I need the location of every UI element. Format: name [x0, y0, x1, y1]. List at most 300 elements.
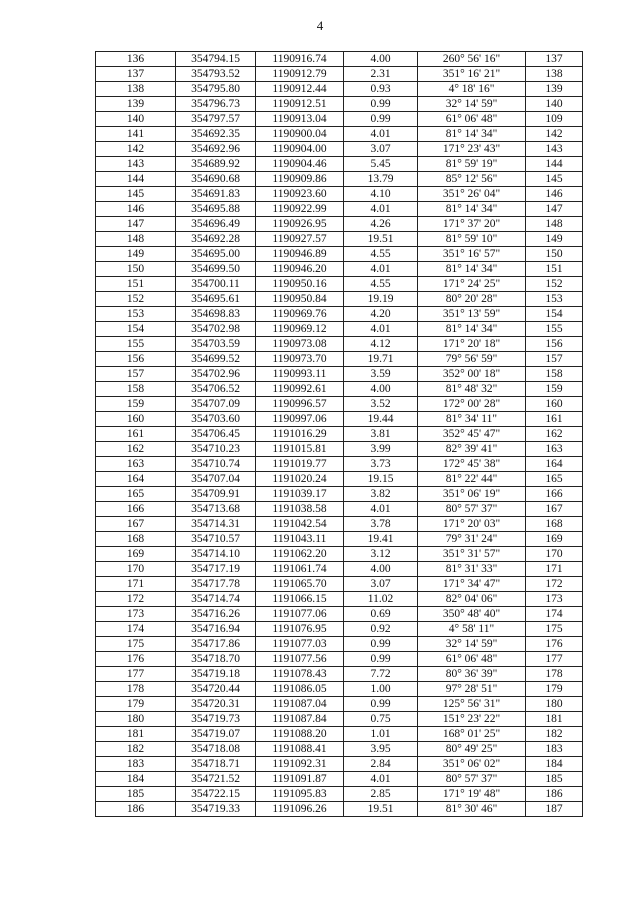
distance-cell: 7.72: [344, 667, 418, 682]
x-coordinate-cell: 354714.31: [176, 517, 256, 532]
distance-cell: 19.51: [344, 232, 418, 247]
next-point-cell: 179: [526, 682, 583, 697]
y-coordinate-cell: 1190916.74: [256, 52, 344, 67]
point-number-cell: 167: [96, 517, 176, 532]
distance-cell: 13.79: [344, 172, 418, 187]
x-coordinate-cell: 354699.50: [176, 262, 256, 277]
point-number-cell: 158: [96, 382, 176, 397]
y-coordinate-cell: 1191077.56: [256, 652, 344, 667]
distance-cell: 4.26: [344, 217, 418, 232]
next-point-cell: 162: [526, 427, 583, 442]
coordinates-table: [95, 51, 583, 817]
y-coordinate-cell: 1190946.20: [256, 262, 344, 277]
next-point-cell: 171: [526, 562, 583, 577]
next-point-cell: 166: [526, 487, 583, 502]
x-coordinate-cell: 354695.00: [176, 247, 256, 262]
table-row: [96, 292, 583, 307]
next-point-cell: 158: [526, 367, 583, 382]
y-coordinate-cell: 1190927.57: [256, 232, 344, 247]
bearing-cell: 171° 34' 47": [418, 577, 526, 592]
next-point-cell: 139: [526, 82, 583, 97]
distance-cell: 1.00: [344, 682, 418, 697]
point-number-cell: 140: [96, 112, 176, 127]
point-number-cell: 150: [96, 262, 176, 277]
bearing-cell: 351° 16' 57": [418, 247, 526, 262]
y-coordinate-cell: 1190950.84: [256, 292, 344, 307]
point-number-cell: 186: [96, 802, 176, 817]
y-coordinate-cell: 1191078.43: [256, 667, 344, 682]
bearing-cell: 151° 23' 22": [418, 712, 526, 727]
distance-cell: 1.01: [344, 727, 418, 742]
bearing-cell: 61° 06' 48": [418, 652, 526, 667]
next-point-cell: 145: [526, 172, 583, 187]
bearing-cell: 351° 26' 04": [418, 187, 526, 202]
bearing-cell: 79° 56' 59": [418, 352, 526, 367]
next-point-cell: 148: [526, 217, 583, 232]
y-coordinate-cell: 1190992.61: [256, 382, 344, 397]
distance-cell: 4.01: [344, 772, 418, 787]
y-coordinate-cell: 1191065.70: [256, 577, 344, 592]
x-coordinate-cell: 354692.35: [176, 127, 256, 142]
next-point-cell: 170: [526, 547, 583, 562]
point-number-cell: 164: [96, 472, 176, 487]
distance-cell: 4.55: [344, 277, 418, 292]
distance-cell: 19.15: [344, 472, 418, 487]
point-number-cell: 179: [96, 697, 176, 712]
y-coordinate-cell: 1190912.79: [256, 67, 344, 82]
point-number-cell: 160: [96, 412, 176, 427]
distance-cell: 2.31: [344, 67, 418, 82]
y-coordinate-cell: 1190909.86: [256, 172, 344, 187]
next-point-cell: 182: [526, 727, 583, 742]
x-coordinate-cell: 354700.11: [176, 277, 256, 292]
table-row: [96, 172, 583, 187]
bearing-cell: 351° 13' 59": [418, 307, 526, 322]
y-coordinate-cell: 1190926.95: [256, 217, 344, 232]
point-number-cell: 141: [96, 127, 176, 142]
x-coordinate-cell: 354719.07: [176, 727, 256, 742]
coordinates-table-body: [96, 52, 583, 817]
table-row: [96, 307, 583, 322]
distance-cell: 4.00: [344, 52, 418, 67]
bearing-cell: 81° 14' 34": [418, 202, 526, 217]
x-coordinate-cell: 354689.92: [176, 157, 256, 172]
x-coordinate-cell: 354706.52: [176, 382, 256, 397]
table-row: [96, 652, 583, 667]
table-row: [96, 262, 583, 277]
x-coordinate-cell: 354720.44: [176, 682, 256, 697]
distance-cell: 0.99: [344, 697, 418, 712]
x-coordinate-cell: 354797.57: [176, 112, 256, 127]
bearing-cell: 81° 59' 19": [418, 157, 526, 172]
next-point-cell: 172: [526, 577, 583, 592]
point-number-cell: 151: [96, 277, 176, 292]
distance-cell: 4.00: [344, 382, 418, 397]
bearing-cell: 125° 56' 31": [418, 697, 526, 712]
next-point-cell: 160: [526, 397, 583, 412]
next-point-cell: 176: [526, 637, 583, 652]
next-point-cell: 167: [526, 502, 583, 517]
bearing-cell: 80° 20' 28": [418, 292, 526, 307]
x-coordinate-cell: 354716.26: [176, 607, 256, 622]
table-row: [96, 127, 583, 142]
distance-cell: 11.02: [344, 592, 418, 607]
next-point-cell: 153: [526, 292, 583, 307]
table-row: [96, 352, 583, 367]
point-number-cell: 153: [96, 307, 176, 322]
table-row: [96, 502, 583, 517]
point-number-cell: 183: [96, 757, 176, 772]
point-number-cell: 148: [96, 232, 176, 247]
y-coordinate-cell: 1191016.29: [256, 427, 344, 442]
bearing-cell: 351° 31' 57": [418, 547, 526, 562]
y-coordinate-cell: 1191038.58: [256, 502, 344, 517]
distance-cell: 4.10: [344, 187, 418, 202]
table-row: [96, 142, 583, 157]
bearing-cell: 81° 14' 34": [418, 262, 526, 277]
point-number-cell: 176: [96, 652, 176, 667]
bearing-cell: 81° 48' 32": [418, 382, 526, 397]
distance-cell: 4.01: [344, 262, 418, 277]
table-row: [96, 577, 583, 592]
x-coordinate-cell: 354719.18: [176, 667, 256, 682]
x-coordinate-cell: 354719.33: [176, 802, 256, 817]
x-coordinate-cell: 354702.96: [176, 367, 256, 382]
y-coordinate-cell: 1191095.83: [256, 787, 344, 802]
point-number-cell: 144: [96, 172, 176, 187]
point-number-cell: 177: [96, 667, 176, 682]
x-coordinate-cell: 354710.57: [176, 532, 256, 547]
bearing-cell: 351° 06' 19": [418, 487, 526, 502]
x-coordinate-cell: 354722.15: [176, 787, 256, 802]
table-row: [96, 97, 583, 112]
distance-cell: 4.55: [344, 247, 418, 262]
distance-cell: 0.99: [344, 112, 418, 127]
point-number-cell: 168: [96, 532, 176, 547]
next-point-cell: 168: [526, 517, 583, 532]
x-coordinate-cell: 354710.23: [176, 442, 256, 457]
y-coordinate-cell: 1191039.17: [256, 487, 344, 502]
bearing-cell: 171° 20' 03": [418, 517, 526, 532]
next-point-cell: 142: [526, 127, 583, 142]
x-coordinate-cell: 354717.86: [176, 637, 256, 652]
distance-cell: 4.01: [344, 127, 418, 142]
point-number-cell: 180: [96, 712, 176, 727]
distance-cell: 0.99: [344, 637, 418, 652]
bearing-cell: 351° 06' 02": [418, 757, 526, 772]
next-point-cell: 186: [526, 787, 583, 802]
point-number-cell: 157: [96, 367, 176, 382]
x-coordinate-cell: 354692.28: [176, 232, 256, 247]
table-row: [96, 772, 583, 787]
table-row: [96, 427, 583, 442]
point-number-cell: 170: [96, 562, 176, 577]
next-point-cell: 180: [526, 697, 583, 712]
table-row: [96, 412, 583, 427]
x-coordinate-cell: 354794.15: [176, 52, 256, 67]
x-coordinate-cell: 354716.94: [176, 622, 256, 637]
table-row: [96, 667, 583, 682]
y-coordinate-cell: 1190904.46: [256, 157, 344, 172]
y-coordinate-cell: 1190973.70: [256, 352, 344, 367]
bearing-cell: 171° 23' 43": [418, 142, 526, 157]
bearing-cell: 82° 39' 41": [418, 442, 526, 457]
next-point-cell: 178: [526, 667, 583, 682]
distance-cell: 2.84: [344, 757, 418, 772]
table-row: [96, 217, 583, 232]
x-coordinate-cell: 354707.09: [176, 397, 256, 412]
point-number-cell: 173: [96, 607, 176, 622]
next-point-cell: 184: [526, 757, 583, 772]
y-coordinate-cell: 1190922.99: [256, 202, 344, 217]
distance-cell: 3.95: [344, 742, 418, 757]
table-row: [96, 367, 583, 382]
point-number-cell: 156: [96, 352, 176, 367]
bearing-cell: 80° 57' 37": [418, 772, 526, 787]
next-point-cell: 137: [526, 52, 583, 67]
point-number-cell: 142: [96, 142, 176, 157]
x-coordinate-cell: 354720.31: [176, 697, 256, 712]
table-row: [96, 787, 583, 802]
bearing-cell: 32° 14' 59": [418, 97, 526, 112]
next-point-cell: 159: [526, 382, 583, 397]
distance-cell: 3.52: [344, 397, 418, 412]
x-coordinate-cell: 354706.45: [176, 427, 256, 442]
point-number-cell: 154: [96, 322, 176, 337]
bearing-cell: 80° 49' 25": [418, 742, 526, 757]
bearing-cell: 352° 00' 18": [418, 367, 526, 382]
point-number-cell: 136: [96, 52, 176, 67]
x-coordinate-cell: 354703.59: [176, 337, 256, 352]
bearing-cell: 81° 30' 46": [418, 802, 526, 817]
point-number-cell: 178: [96, 682, 176, 697]
point-number-cell: 165: [96, 487, 176, 502]
distance-cell: 4.20: [344, 307, 418, 322]
distance-cell: 4.01: [344, 202, 418, 217]
x-coordinate-cell: 354718.71: [176, 757, 256, 772]
y-coordinate-cell: 1191062.20: [256, 547, 344, 562]
distance-cell: 19.41: [344, 532, 418, 547]
y-coordinate-cell: 1190950.16: [256, 277, 344, 292]
x-coordinate-cell: 354691.83: [176, 187, 256, 202]
y-coordinate-cell: 1191077.03: [256, 637, 344, 652]
table-row: [96, 67, 583, 82]
point-number-cell: 174: [96, 622, 176, 637]
table-row: [96, 202, 583, 217]
x-coordinate-cell: 354699.52: [176, 352, 256, 367]
y-coordinate-cell: 1191020.24: [256, 472, 344, 487]
y-coordinate-cell: 1191091.87: [256, 772, 344, 787]
x-coordinate-cell: 354690.68: [176, 172, 256, 187]
x-coordinate-cell: 354796.73: [176, 97, 256, 112]
table-row: [96, 382, 583, 397]
next-point-cell: 109: [526, 112, 583, 127]
distance-cell: 0.99: [344, 652, 418, 667]
x-coordinate-cell: 354702.98: [176, 322, 256, 337]
distance-cell: 0.69: [344, 607, 418, 622]
y-coordinate-cell: 1190996.57: [256, 397, 344, 412]
bearing-cell: 172° 00' 28": [418, 397, 526, 412]
x-coordinate-cell: 354692.96: [176, 142, 256, 157]
x-coordinate-cell: 354793.52: [176, 67, 256, 82]
next-point-cell: 185: [526, 772, 583, 787]
point-number-cell: 149: [96, 247, 176, 262]
table-row: [96, 442, 583, 457]
x-coordinate-cell: 354718.08: [176, 742, 256, 757]
distance-cell: 4.01: [344, 502, 418, 517]
y-coordinate-cell: 1191042.54: [256, 517, 344, 532]
bearing-cell: 79° 31' 24": [418, 532, 526, 547]
point-number-cell: 138: [96, 82, 176, 97]
table-row: [96, 457, 583, 472]
point-number-cell: 175: [96, 637, 176, 652]
bearing-cell: 81° 14' 34": [418, 127, 526, 142]
table-row: [96, 247, 583, 262]
point-number-cell: 184: [96, 772, 176, 787]
next-point-cell: 150: [526, 247, 583, 262]
next-point-cell: 161: [526, 412, 583, 427]
x-coordinate-cell: 354695.61: [176, 292, 256, 307]
x-coordinate-cell: 354698.83: [176, 307, 256, 322]
distance-cell: 3.73: [344, 457, 418, 472]
bearing-cell: 172° 45' 38": [418, 457, 526, 472]
point-number-cell: 155: [96, 337, 176, 352]
next-point-cell: 181: [526, 712, 583, 727]
bearing-cell: 4° 18' 16": [418, 82, 526, 97]
x-coordinate-cell: 354695.88: [176, 202, 256, 217]
bearing-cell: 351° 16' 21": [418, 67, 526, 82]
table-row: [96, 157, 583, 172]
next-point-cell: 144: [526, 157, 583, 172]
y-coordinate-cell: 1190912.51: [256, 97, 344, 112]
y-coordinate-cell: 1191061.74: [256, 562, 344, 577]
distance-cell: 3.81: [344, 427, 418, 442]
point-number-cell: 163: [96, 457, 176, 472]
page-number: 4: [316, 18, 324, 33]
table-row: [96, 52, 583, 67]
distance-cell: 0.92: [344, 622, 418, 637]
bearing-cell: 171° 24' 25": [418, 277, 526, 292]
y-coordinate-cell: 1191077.06: [256, 607, 344, 622]
table-row: [96, 472, 583, 487]
y-coordinate-cell: 1190969.76: [256, 307, 344, 322]
next-point-cell: 165: [526, 472, 583, 487]
table-row: [96, 757, 583, 772]
distance-cell: 3.99: [344, 442, 418, 457]
table-row: [96, 397, 583, 412]
distance-cell: 19.51: [344, 802, 418, 817]
y-coordinate-cell: 1191019.77: [256, 457, 344, 472]
y-coordinate-cell: 1190904.00: [256, 142, 344, 157]
table-row: [96, 187, 583, 202]
point-number-cell: 169: [96, 547, 176, 562]
distance-cell: 3.82: [344, 487, 418, 502]
distance-cell: 4.12: [344, 337, 418, 352]
y-coordinate-cell: 1190900.04: [256, 127, 344, 142]
distance-cell: 0.75: [344, 712, 418, 727]
x-coordinate-cell: 354717.78: [176, 577, 256, 592]
table-row: [96, 727, 583, 742]
point-number-cell: 152: [96, 292, 176, 307]
next-point-cell: 174: [526, 607, 583, 622]
next-point-cell: 183: [526, 742, 583, 757]
next-point-cell: 156: [526, 337, 583, 352]
bearing-cell: 168° 01' 25": [418, 727, 526, 742]
table-row: [96, 592, 583, 607]
y-coordinate-cell: 1191088.20: [256, 727, 344, 742]
y-coordinate-cell: 1191087.84: [256, 712, 344, 727]
bearing-cell: 80° 36' 39": [418, 667, 526, 682]
point-number-cell: 185: [96, 787, 176, 802]
table-row: [96, 322, 583, 337]
x-coordinate-cell: 354703.60: [176, 412, 256, 427]
distance-cell: 19.71: [344, 352, 418, 367]
point-number-cell: 147: [96, 217, 176, 232]
next-point-cell: 164: [526, 457, 583, 472]
y-coordinate-cell: 1191076.95: [256, 622, 344, 637]
y-coordinate-cell: 1190973.08: [256, 337, 344, 352]
distance-cell: 3.78: [344, 517, 418, 532]
bearing-cell: 171° 19' 48": [418, 787, 526, 802]
bearing-cell: 81° 22' 44": [418, 472, 526, 487]
table-row: [96, 277, 583, 292]
x-coordinate-cell: 354709.91: [176, 487, 256, 502]
bearing-cell: 171° 37' 20": [418, 217, 526, 232]
table-row: [96, 82, 583, 97]
point-number-cell: 162: [96, 442, 176, 457]
bearing-cell: 32° 14' 59": [418, 637, 526, 652]
next-point-cell: 177: [526, 652, 583, 667]
table-row: [96, 637, 583, 652]
x-coordinate-cell: 354710.74: [176, 457, 256, 472]
point-number-cell: 182: [96, 742, 176, 757]
next-point-cell: 175: [526, 622, 583, 637]
y-coordinate-cell: 1191088.41: [256, 742, 344, 757]
distance-cell: 4.00: [344, 562, 418, 577]
bearing-cell: 352° 45' 47": [418, 427, 526, 442]
y-coordinate-cell: 1190946.89: [256, 247, 344, 262]
x-coordinate-cell: 354719.73: [176, 712, 256, 727]
table-row: [96, 547, 583, 562]
next-point-cell: 151: [526, 262, 583, 277]
distance-cell: 0.99: [344, 97, 418, 112]
y-coordinate-cell: 1190912.44: [256, 82, 344, 97]
bearing-cell: 81° 59' 10": [418, 232, 526, 247]
y-coordinate-cell: 1190969.12: [256, 322, 344, 337]
distance-cell: 4.01: [344, 322, 418, 337]
table-row: [96, 562, 583, 577]
table-row: [96, 622, 583, 637]
next-point-cell: 187: [526, 802, 583, 817]
bearing-cell: 81° 34' 11": [418, 412, 526, 427]
table-row: [96, 697, 583, 712]
y-coordinate-cell: 1191096.26: [256, 802, 344, 817]
distance-cell: 3.07: [344, 142, 418, 157]
table-row: [96, 712, 583, 727]
y-coordinate-cell: 1191086.05: [256, 682, 344, 697]
x-coordinate-cell: 354718.70: [176, 652, 256, 667]
x-coordinate-cell: 354717.19: [176, 562, 256, 577]
point-number-cell: 139: [96, 97, 176, 112]
next-point-cell: 146: [526, 187, 583, 202]
bearing-cell: 97° 28' 51": [418, 682, 526, 697]
point-number-cell: 137: [96, 67, 176, 82]
point-number-cell: 181: [96, 727, 176, 742]
x-coordinate-cell: 354795.80: [176, 82, 256, 97]
point-number-cell: 172: [96, 592, 176, 607]
distance-cell: 5.45: [344, 157, 418, 172]
table-row: [96, 487, 583, 502]
